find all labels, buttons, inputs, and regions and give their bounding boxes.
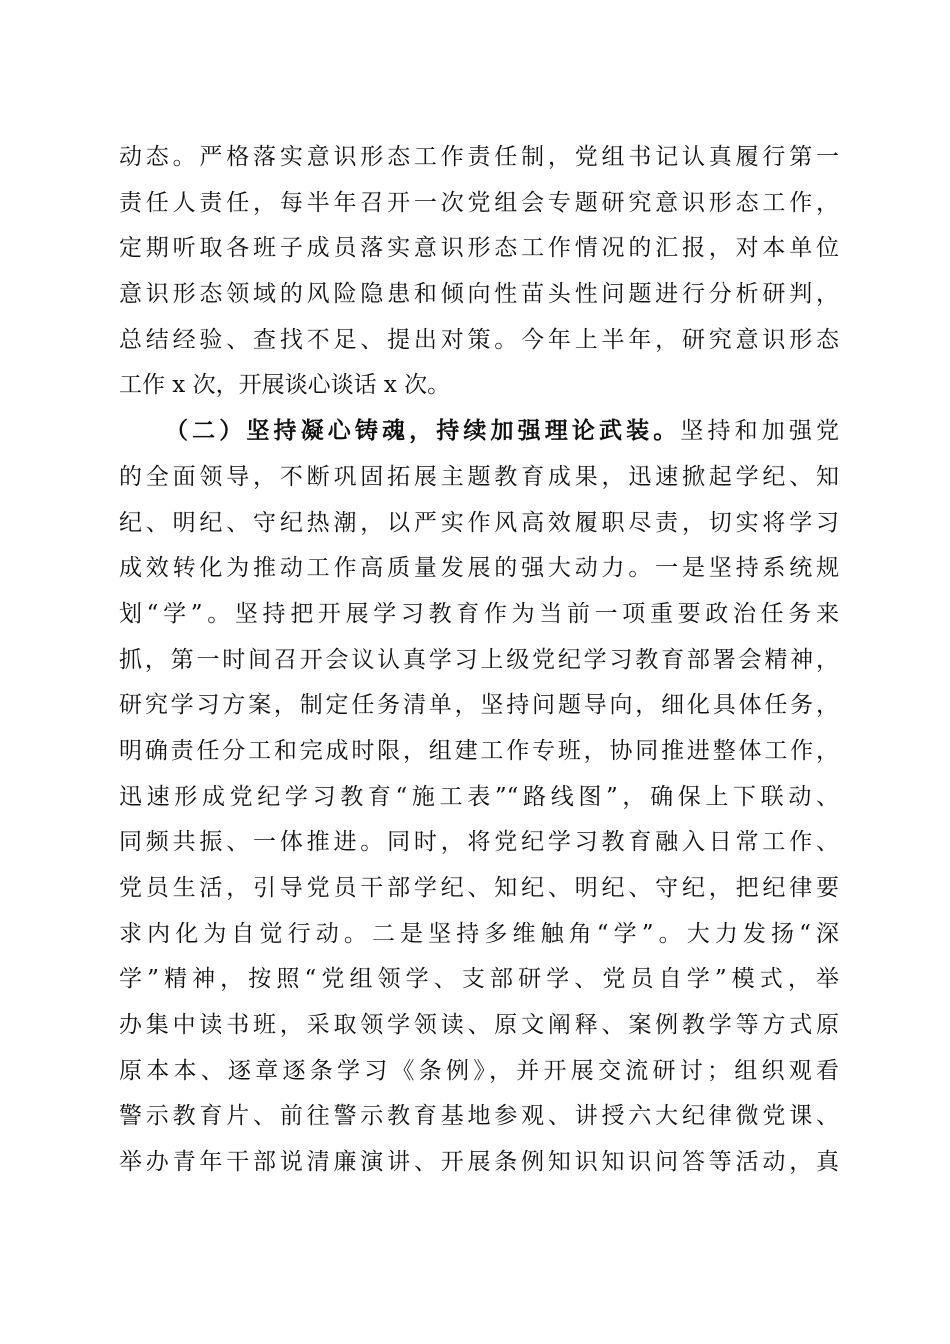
text-line: 党员生活，引导党员干部学纪、知纪、明纪、守纪，把纪律要 xyxy=(119,875,839,901)
text-line: 总结经验、查找不足、提出对策。今年上半年，研究意识形态 xyxy=(119,326,839,353)
text-line: 研究学习方案，制定任务清单，坚持问题导向，细化具体任务， xyxy=(119,692,839,719)
text-line: 学”精神，按照“党组领学、支部研学、党员自学”模式，举 xyxy=(119,966,839,993)
text-line: 划“学”。坚持把开展学习教育作为当前一项重要政治任务来 xyxy=(119,600,839,627)
text-line: 求内化为自觉行动。二是坚持多维触角“学”。大力发扬“深 xyxy=(119,920,839,947)
text-line: 成效转化为推动工作高质量发展的强大动力。一是坚持系统规 xyxy=(119,555,839,582)
text-line: 工作 x 次，开展谈心谈话 x 次。 xyxy=(119,372,451,399)
text-line: 举办青年干部说清廉演讲、开展条例知识知识问答等活动，真 xyxy=(119,1149,839,1176)
text-line: 定期听取各班子成员落实意识形态工作情况的汇报，对本单位 xyxy=(119,235,839,262)
body-text xyxy=(119,142,839,1193)
text-line: 办集中读书班，采取领学领读、原文阐释、案例教学等方式原 xyxy=(119,1012,839,1039)
text-line: 迅速形成党纪学习教育“施工表”“路线图”，确保上下联动、 xyxy=(119,783,839,810)
section-heading: （二）坚持凝心铸魂，持续加强理论武装。 xyxy=(165,417,681,445)
text-line: 同频共振、一体推进。同时，将党纪学习教育融入日常工作、 xyxy=(119,829,839,856)
heading-line-text: 坚持和加强党 xyxy=(680,418,839,445)
section-heading-line xyxy=(119,416,839,462)
text-line: 原本本、逐章逐条学习《条例》，并开展交流研讨；组织观看 xyxy=(119,1057,839,1084)
text-line: 动态。严格落实意识形态工作责任制，党组书记认真履行第一 xyxy=(119,144,839,170)
text-line: 纪、明纪、守纪热潮，以严实作风高效履职尽责，切实将学习 xyxy=(119,509,839,536)
text-line: 的全面领导，不断巩固拓展主题教育成果，迅速掀起学纪、知 xyxy=(119,463,839,490)
text-line: 抓，第一时间召开会议认真学习上级党纪学习教育部署会精神， xyxy=(119,646,839,673)
text-line: 警示教育片、前往警示教育基地参观、讲授六大纪律微党课、 xyxy=(119,1103,839,1130)
text-line: 意识形态领域的风险隐患和倾向性苗头性问题进行分析研判， xyxy=(119,281,839,308)
text-line: 责任人责任，每半年召开一次党组会专题研究意识形态工作， xyxy=(119,189,839,216)
text-line: 明确责任分工和完成时限，组建工作专班，协同推进整体工作， xyxy=(119,737,839,764)
